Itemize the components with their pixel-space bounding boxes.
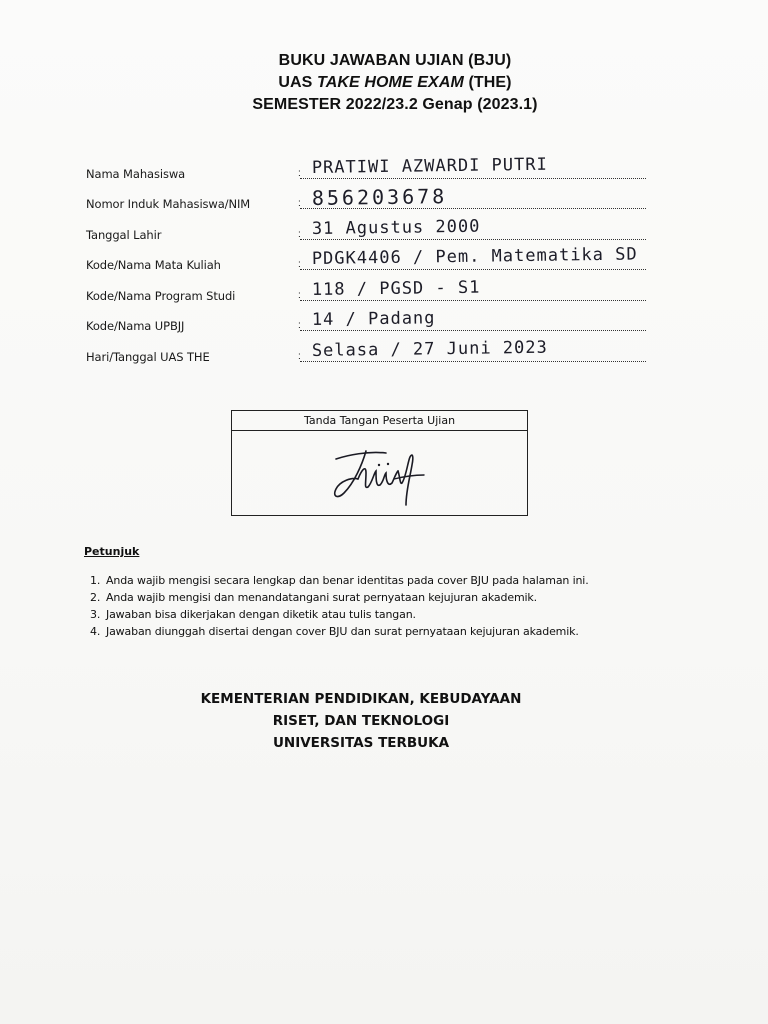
identity-label: Kode/Nama Program Studi [86, 288, 236, 303]
dotted-line [300, 361, 646, 362]
identity-colon: : [298, 198, 301, 209]
identity-colon: : [298, 167, 301, 179]
footer-line-3: UNIVERSITAS TERBUKA [272, 735, 450, 751]
identity-row-birthdate [86, 211, 646, 242]
identity-label: Kode/Nama Mata Kuliah [86, 258, 221, 272]
instructions-list [84, 572, 684, 640]
title-line-2-italic: TAKE HOME EXAM [317, 74, 464, 91]
instruction-number: 2. [90, 591, 101, 604]
identity-value-handwritten: Selasa / 27 Juni 2023 [311, 337, 548, 361]
identity-value-handwritten: 856203678 [311, 184, 448, 210]
identity-label: Tanggal Lahir [86, 227, 162, 242]
instruction-number: 3. [90, 608, 101, 621]
identity-form [86, 150, 646, 364]
identity-row-upbjj [86, 303, 646, 334]
instruction-number: 1. [90, 574, 101, 587]
title-line-2 [0, 72, 768, 94]
identity-colon: : [298, 289, 301, 301]
dotted-line [300, 269, 646, 270]
instructions-section [84, 545, 684, 640]
signature-area [232, 431, 527, 515]
signature-box-header: Tanda Tangan Peserta Ujian [232, 411, 527, 431]
identity-row-exam-date [86, 333, 646, 364]
identity-colon: : [298, 259, 301, 270]
identity-value-handwritten: 31 Agustus 2000 [311, 216, 481, 239]
identity-row-name [86, 150, 646, 181]
handwritten-signature [328, 439, 428, 511]
institution-footer [0, 688, 722, 754]
identity-row-nim [86, 181, 646, 212]
identity-row-course [86, 242, 646, 273]
instruction-item [84, 572, 684, 589]
instructions-title: Petunjuk [84, 545, 140, 558]
footer-line-1: KEMENTERIAN PENDIDIKAN, KEBUDAYAAN [200, 691, 522, 707]
title-line-2-prefix: UAS [278, 74, 318, 91]
identity-label: Kode/Nama UPBJJ [86, 319, 185, 333]
title-line-1: BUKU JAWABAN UJIAN (BJU) [278, 52, 512, 69]
identity-colon: : [298, 228, 301, 240]
identity-colon: : [298, 350, 301, 362]
signature-box [231, 410, 528, 516]
identity-value-handwritten: 118 / PGSD - S1 [311, 277, 481, 300]
identity-value-handwritten: PDGK4406 / Pem. Matematika SD [311, 244, 638, 269]
title-line-2-suffix: (THE) [463, 74, 512, 91]
document-title [0, 50, 768, 116]
instruction-item [84, 623, 684, 640]
title-line-3: SEMESTER 2022/23.2 Genap (2023.1) [252, 96, 538, 113]
identity-value-handwritten: PRATIWI AZWARDI PUTRI [311, 154, 548, 178]
dotted-line [300, 300, 646, 301]
identity-label: Nomor Induk Mahasiswa/NIM [86, 197, 251, 211]
identity-row-program [86, 272, 646, 303]
dotted-line [300, 178, 646, 179]
instruction-text: Anda wajib mengisi secara lengkap dan benar identitas pada cover BJU pada halaman ini. [106, 574, 589, 587]
identity-value-handwritten: 14 / Padang [311, 308, 436, 330]
dotted-line [300, 239, 646, 240]
instruction-number: 4. [90, 625, 101, 638]
instruction-item [84, 589, 684, 606]
dotted-line [300, 330, 646, 331]
identity-colon: : [298, 320, 301, 331]
footer-line-2: RISET, DAN TEKNOLOGI [272, 713, 450, 729]
identity-label: Hari/Tanggal UAS THE [86, 349, 210, 364]
instruction-text: Jawaban bisa dikerjakan dengan diketik atau tulis tangan. [106, 608, 416, 621]
instruction-text: Jawaban diunggah disertai dengan cover BJU dan surat pernyataan kejujuran akademik. [106, 625, 579, 638]
instruction-text: Anda wajib mengisi dan menandatangani surat pernyataan kejujuran akademik. [106, 591, 537, 604]
identity-label: Nama Mahasiswa [86, 166, 186, 181]
instruction-item [84, 606, 684, 623]
